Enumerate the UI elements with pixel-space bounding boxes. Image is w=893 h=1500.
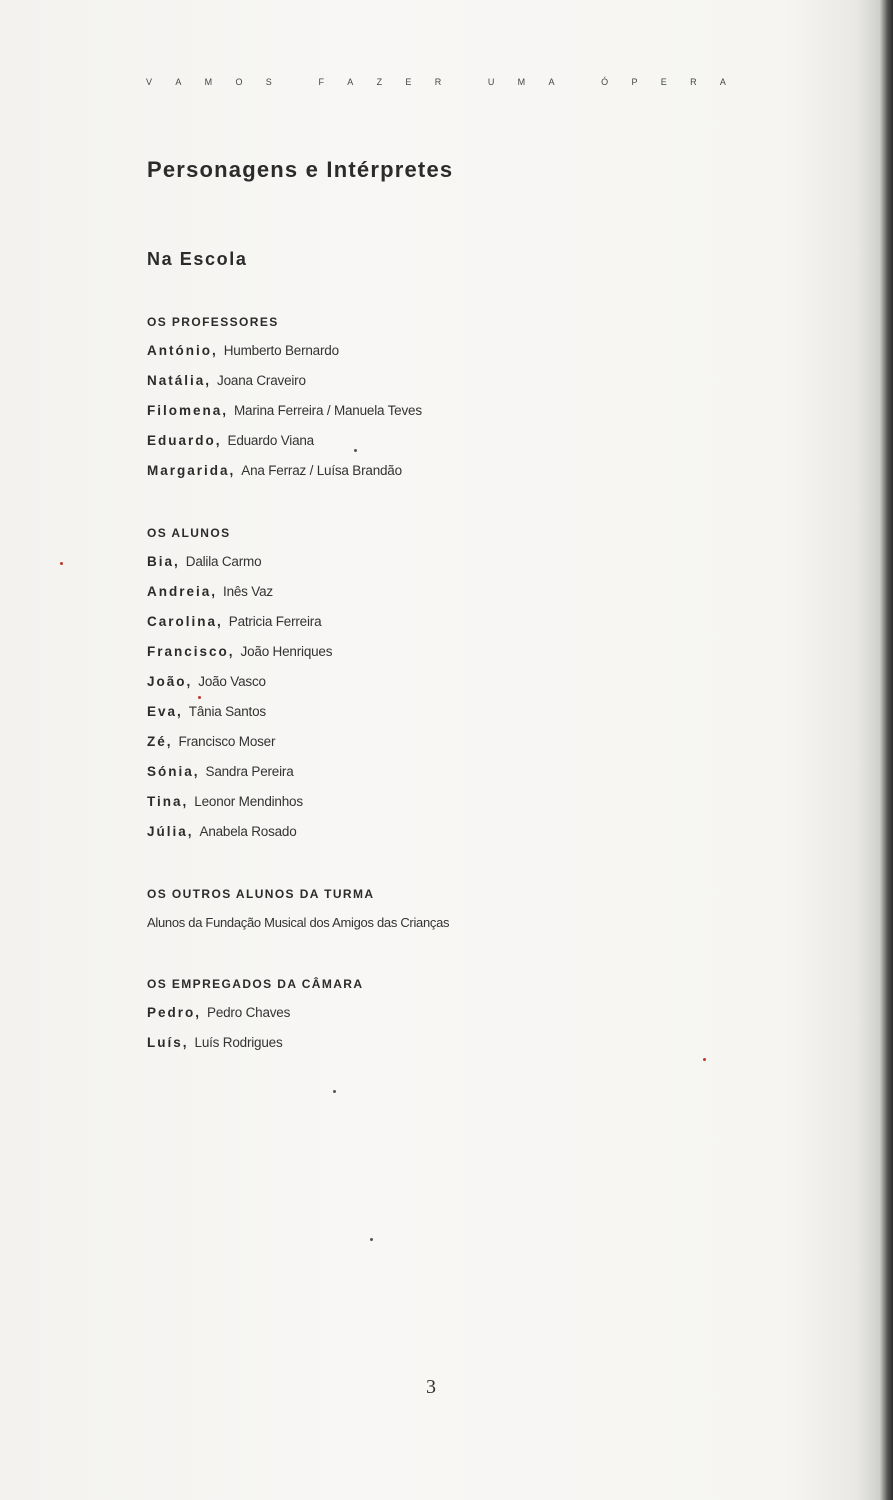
actor-name: Tânia Santos xyxy=(188,704,266,719)
page-number: 3 xyxy=(426,1376,436,1398)
actor-name: Anabela Rosado xyxy=(199,824,297,839)
cast-entry xyxy=(147,704,266,719)
cast-entry xyxy=(147,463,402,478)
paper-speck xyxy=(703,1058,706,1061)
paper-speck xyxy=(354,449,357,452)
actor-name: Pedro Chaves xyxy=(207,1005,291,1020)
group-heading-empregados: OS EMPREGADOS DA CÂMARA xyxy=(147,977,364,991)
group-heading-outros: OS OUTROS ALUNOS DA TURMA xyxy=(147,887,375,901)
role-name: Eduardo, xyxy=(147,433,222,448)
running-head-letter: O xyxy=(235,77,243,87)
running-head-letter: A xyxy=(719,77,726,87)
actor-name: Luís Rodrigues xyxy=(194,1035,283,1050)
role-name: Natália, xyxy=(147,373,212,388)
running-head-letter: E xyxy=(405,77,412,87)
running-head-letter: Ó xyxy=(601,77,609,87)
actor-name: Ana Ferraz / Luísa Brandão xyxy=(241,463,402,478)
running-head-letter: A xyxy=(548,77,555,87)
running-head-letter: E xyxy=(660,77,667,87)
running-head-letter: V xyxy=(146,77,153,87)
cast-entry xyxy=(147,794,303,809)
actor-name: Leonor Mendinhos xyxy=(194,794,303,809)
cast-entry xyxy=(147,764,294,779)
role-name: Eva, xyxy=(147,704,183,719)
actor-name: João Vasco xyxy=(198,674,266,689)
paper-speck xyxy=(333,1090,336,1093)
page-title: Personagens e Intérpretes xyxy=(147,157,454,182)
role-name: Margarida, xyxy=(147,463,236,478)
running-head-letter: U xyxy=(487,77,495,87)
group-note: Alunos da Fundação Musical dos Amigos das Crianças xyxy=(147,915,450,930)
actor-name: Marina Ferreira / Manuela Teves xyxy=(234,403,422,418)
group-heading-professores: OS PROFESSORES xyxy=(147,315,279,329)
running-head-letter: M xyxy=(204,77,213,87)
actor-name: Francisco Moser xyxy=(178,734,276,749)
running-head-letter: A xyxy=(347,77,354,87)
cast-entry xyxy=(147,584,273,599)
role-name: João, xyxy=(147,674,193,689)
running-head-letter: A xyxy=(175,77,182,87)
paper-speck xyxy=(60,562,63,565)
section-heading: Na Escola xyxy=(147,249,248,269)
paper-speck xyxy=(198,696,201,699)
cast-entry xyxy=(147,674,266,689)
cast-entry xyxy=(147,433,314,448)
cast-entry xyxy=(147,1005,290,1020)
running-head-letter: R xyxy=(690,77,697,87)
cast-entry xyxy=(147,343,339,358)
actor-name: Joana Craveiro xyxy=(217,373,306,388)
running-head xyxy=(146,77,726,87)
role-name: Francisco, xyxy=(147,644,235,659)
running-head-letter: F xyxy=(318,77,324,87)
role-name: Pedro, xyxy=(147,1005,202,1020)
cast-entry xyxy=(147,1035,283,1050)
role-name: Andreia, xyxy=(147,584,218,599)
role-name: Bia, xyxy=(147,554,180,569)
role-name: Zé, xyxy=(147,734,173,749)
cast-entry xyxy=(147,614,321,629)
running-head-letter: R xyxy=(434,77,442,87)
actor-name: João Henriques xyxy=(240,644,333,659)
cast-entry xyxy=(147,644,332,659)
running-head-letter: Z xyxy=(376,77,383,87)
paper-speck xyxy=(370,1238,373,1241)
actor-name: Humberto Bernardo xyxy=(223,343,339,358)
cast-entry xyxy=(147,824,297,839)
actor-name: Eduardo Viana xyxy=(227,433,314,448)
actor-name: Sandra Pereira xyxy=(205,764,294,779)
running-head-letter: P xyxy=(631,77,638,87)
running-head-letter: S xyxy=(265,77,272,87)
role-name: Filomena, xyxy=(147,403,229,418)
running-head-letter: M xyxy=(517,77,526,87)
role-name: António, xyxy=(147,343,218,358)
actor-name: Dalila Carmo xyxy=(185,554,262,569)
cast-entry xyxy=(147,373,306,388)
cast-entry xyxy=(147,734,275,749)
role-name: Luís, xyxy=(147,1035,189,1050)
actor-name: Patricia Ferreira xyxy=(228,614,322,629)
cast-entry xyxy=(147,554,261,569)
role-name: Júlia, xyxy=(147,824,194,839)
role-name: Carolina, xyxy=(147,614,223,629)
role-name: Sónia, xyxy=(147,764,200,779)
actor-name: Inês Vaz xyxy=(223,584,273,599)
role-name: Tina, xyxy=(147,794,189,809)
group-heading-alunos: OS ALUNOS xyxy=(147,526,231,540)
cast-entry xyxy=(147,403,422,418)
